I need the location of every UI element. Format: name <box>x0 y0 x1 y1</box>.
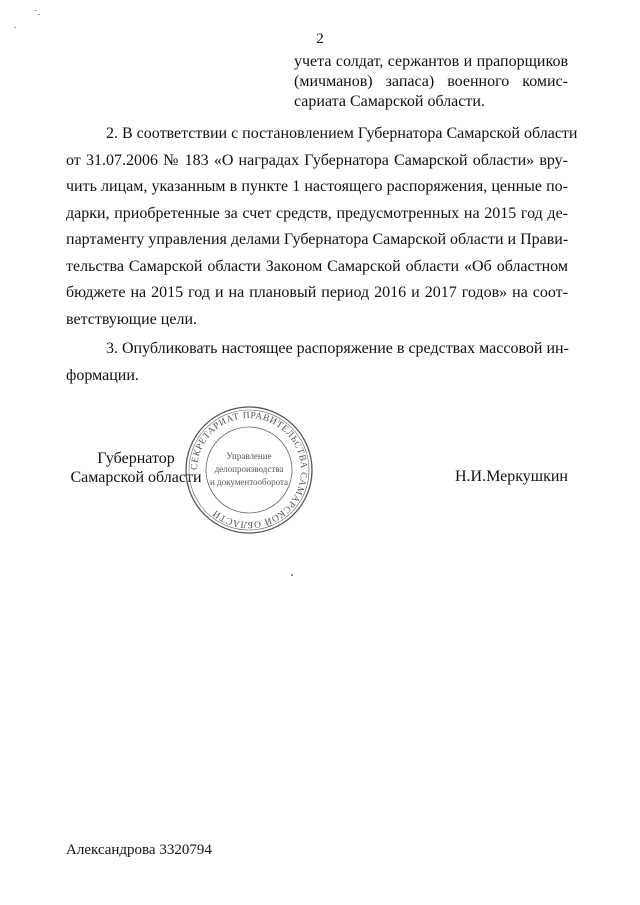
continuation-text <box>294 52 568 112</box>
scan-speck <box>35 10 37 11</box>
stamp-center-line1: Управление <box>226 451 272 461</box>
stamp-ring-text: СЕКРЕТАРИАТ ПРАВИТЕЛЬСТВА САМАРСКОЙ ОБЛАСТИ <box>189 410 309 530</box>
text-line: тельства Самарской области Законом Самарской области «Об областном <box>66 257 568 275</box>
page-number: 2 <box>316 31 324 47</box>
text-line: от 31.07.2006 № 183 «О наградах Губернатора Самарской области» вру- <box>66 151 568 169</box>
scan-speck <box>291 574 293 576</box>
stamp-center-line3: и документооборота <box>209 477 289 487</box>
signatory-title-line1: Губернатор <box>97 450 175 467</box>
text-line: бюджете на 2015 год и на плановый период 2016 и 2017 годов» на соот- <box>66 284 568 301</box>
text-line: (мичманов) запаса) военного комис- <box>294 73 568 90</box>
text-line: формации. <box>66 366 139 384</box>
text-line: учета солдат, сержантов и прапорщиков <box>294 53 568 70</box>
stamp-center-line2: делопроизводства <box>214 464 284 474</box>
paragraph-3 <box>66 336 568 389</box>
signatory-title-line2: Самарской области <box>70 469 202 486</box>
text-line: дарки, приобретенные за счет средств, предусмотренных на 2015 год де- <box>66 204 568 222</box>
text-line: 2. В соответствии с постановлением Губернатора Самарской области <box>106 125 578 142</box>
official-stamp <box>183 404 315 536</box>
text-line: 3. Опубликовать настоящее распоряжение в средствах массовой ин- <box>106 340 569 357</box>
text-line: ветствующие цели. <box>66 310 197 328</box>
text-line: сариата Самарской области. <box>294 93 485 110</box>
paragraph-2 <box>66 121 578 333</box>
executor-note: Александрова 3320794 <box>66 842 212 858</box>
scan-speck <box>38 14 40 15</box>
text-line: партаменту управления делами Губернатора Самарской области и Прави- <box>66 231 569 248</box>
signatory-name: Н.И.Меркушкин <box>455 468 568 485</box>
text-line: чить лицам, указанным в пункте 1 настоящего распоряжения, ценные по- <box>66 178 568 195</box>
scan-speck <box>14 27 16 28</box>
